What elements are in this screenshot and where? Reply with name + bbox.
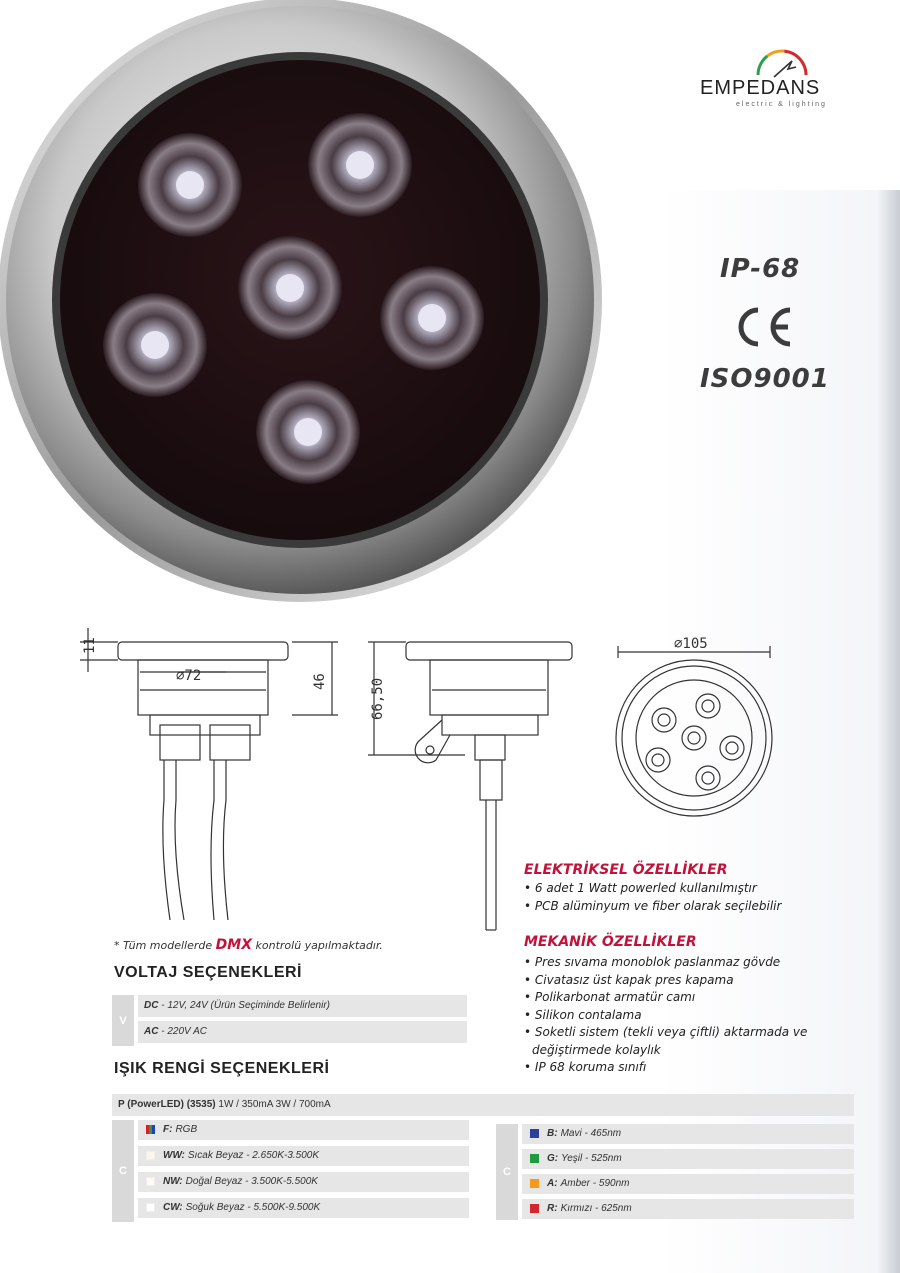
color-row-ww: WW: Sıcak Beyaz - 2.650K-3.500K (138, 1146, 469, 1166)
brand-logo (700, 45, 850, 115)
list-item: • Civatasız üst kapak pres kapama (524, 972, 807, 990)
list-item: • PCB alüminyum ve fiber olarak seçilebilir (524, 898, 781, 916)
dim-diameter-72: ⌀72 (176, 668, 202, 684)
rgb-swatch-icon (146, 1125, 155, 1134)
brand-name: EMPEDANS (700, 77, 821, 99)
top-view-drawing (616, 646, 772, 816)
color-code-letter: C (112, 1120, 134, 1222)
list-item: • Soketli sistem (tekli veya çiftli) aktarmada ve (524, 1024, 807, 1042)
light-color-table-left (112, 1120, 469, 1222)
voltage-options-table (112, 995, 467, 1046)
powerled-row: P (PowerLED) (3535) 1W / 350mA 3W / 700mA (112, 1094, 854, 1116)
led-lens-3 (238, 236, 342, 340)
warm-white-swatch-icon (146, 1151, 155, 1160)
list-item: • 6 adet 1 Watt powerled kullanılmıştır (524, 880, 781, 898)
list-item: değiştirmede kolaylık (532, 1042, 661, 1057)
color-row-green: G: Yeşil - 525nm (522, 1149, 854, 1169)
voltage-code-letter: V (112, 995, 134, 1046)
blue-swatch-icon (530, 1129, 539, 1138)
led-lens-5 (103, 293, 207, 397)
color-code-letter: C (496, 1124, 518, 1220)
dim-height-11: 11 (82, 637, 98, 654)
green-swatch-icon (530, 1154, 539, 1163)
color-row-cw: CW: Soğuk Beyaz - 5.500K-9.500K (138, 1198, 469, 1218)
list-item: • Polikarbonat armatür camı (524, 989, 807, 1007)
color-row-amber: A: Amber - 590nm (522, 1174, 854, 1194)
color-row-blue: B: Mavi - 465nm (522, 1124, 854, 1144)
dim-diameter-105: ⌀105 (674, 636, 708, 652)
page-edge-shadow (878, 190, 900, 1273)
dim-height-46: 46 (312, 673, 328, 690)
led-lens-4 (380, 266, 484, 370)
logo-arc-icon (752, 47, 812, 79)
front-view-drawing (80, 628, 338, 920)
dmx-highlight: DMX (215, 937, 252, 953)
natural-white-swatch-icon (146, 1177, 155, 1186)
ce-mark-icon (728, 302, 798, 352)
amber-swatch-icon (530, 1179, 539, 1188)
color-row-rgb: F: RGB (138, 1120, 469, 1140)
cool-white-swatch-icon (146, 1203, 155, 1212)
ip-rating: IP-68 (720, 254, 801, 284)
electrical-features-list (524, 880, 781, 915)
led-lens-6 (256, 380, 360, 484)
product-photo (0, 0, 640, 615)
red-swatch-icon (530, 1204, 539, 1213)
list-item: • Pres sıvama monoblok paslanmaz gövde (524, 954, 807, 972)
color-row-nw: NW: Doğal Beyaz - 3.500K-5.500K (138, 1172, 469, 1192)
mechanical-features-title: MEKANİK ÖZELLİKLER (524, 934, 697, 950)
led-lens-2 (308, 113, 412, 217)
dim-height-66-50: 66,50 (370, 677, 386, 720)
mechanical-features-list (524, 954, 807, 1077)
voltage-row-dc: DC - 12V, 24V (Ürün Seçiminde Belirlenir) (138, 995, 467, 1017)
voltage-options-title: VOLTAJ SEÇENEKLERİ (114, 964, 302, 981)
light-color-options-title: IŞIK RENGİ SEÇENEKLERİ (114, 1060, 330, 1077)
iso-certification: ISO9001 (700, 364, 830, 394)
brand-tagline: electric & lighting (736, 101, 827, 108)
color-row-red: R: Kırmızı - 625nm (522, 1199, 854, 1219)
light-color-table-right (496, 1124, 854, 1220)
dmx-note: * Tüm modellerde DMX kontrolü yapılmaktadır. (114, 937, 383, 953)
list-item: • Silikon contalama (524, 1007, 807, 1025)
voltage-row-ac: AC - 220V AC (138, 1021, 467, 1043)
electrical-features-title: ELEKTRİKSEL ÖZELLİKLER (524, 862, 728, 878)
led-lens-1 (138, 133, 242, 237)
list-item: • IP 68 koruma sınıfı (524, 1059, 807, 1077)
